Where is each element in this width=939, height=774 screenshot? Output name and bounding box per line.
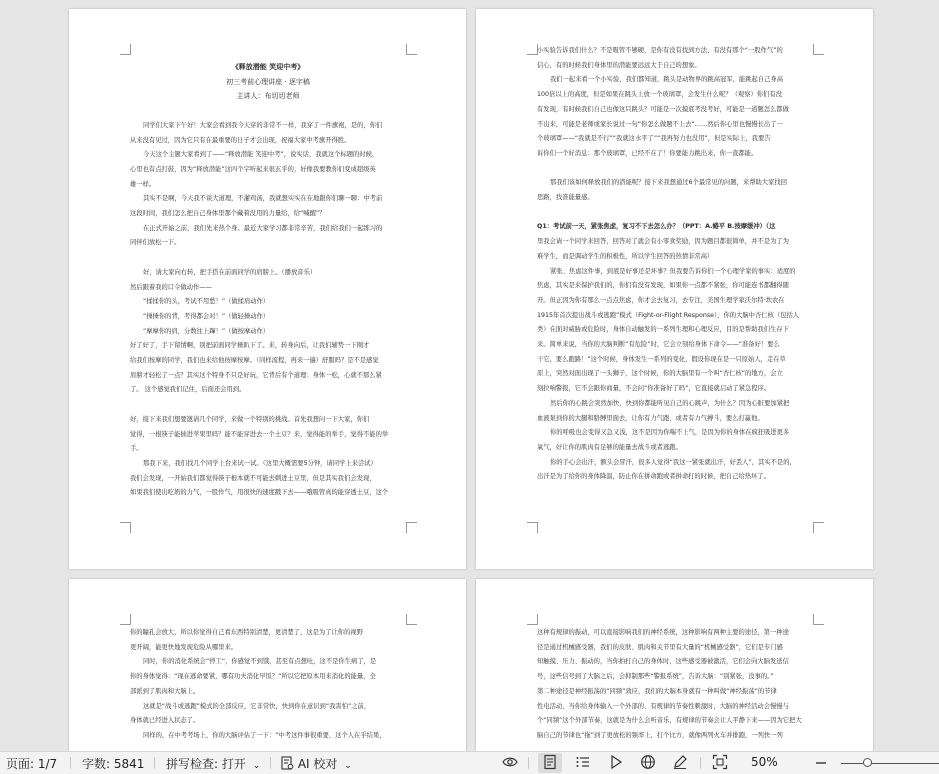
text-line: “捶捶你的背，考得都会对！”（做轻捶动作）: [143, 312, 270, 320]
text-line: 这段时间，我们怎么把自己身体里那个藏着没用的力量给，给“喊醒”？: [130, 210, 326, 218]
text-line: 1915年首次提出战斗或逃跑”模式（Fight-or-Flight Response），你的大脑中杏仁核（包括人: [537, 311, 800, 319]
text-line: 干它，要么跑路！”这个时候，身体发生一系列的变化，假设你现在是一只原始人，走在草: [537, 355, 786, 363]
crop-mark: [527, 614, 538, 625]
text-line: 我们一起来看一个小实验，我们都知道，跳头是动物界的跳高冠军，能跳起自己身高: [550, 76, 783, 84]
text-line: 难学生，而是调动学生的积极性，所以学生回答的热情非常高）: [537, 252, 714, 260]
text-line: 号，这些信号到了大脑之后，会抑制那些“警报系统”，告诉大脑：“别紧张，没事的。”: [537, 673, 774, 681]
text-line: 今天这个主题大家看到了——“释放潜能 笑迎中考”，说实话，我就这个标题的时候，: [143, 151, 379, 159]
text-line: 小实验告诉我们什么？不是吸管不够硬，是你有没有找到方法、有没有那个“一股作气”的: [537, 47, 783, 54]
text-line: 然后跟着我的口令做动作——: [130, 283, 212, 291]
text-line: 这种有规律的振动，可以直接影响我们的神经系统，这种影响有两种主要的途径，第一种途: [537, 629, 789, 636]
text-line: 部派到了肌肉和大脑上。: [130, 687, 200, 695]
text-line: 同学们大家下午好！大家会看到我今天穿的非常不一样，我穿了一件旗袍，是的，你们: [143, 121, 383, 129]
document-page-4[interactable]: [476, 579, 873, 751]
play-icon[interactable]: [608, 754, 624, 770]
text-line: 如果我们使出吃奶的力气，一股作气，用很快的速度戳下去——哦吸管真的能穿透土豆，这个: [130, 489, 389, 497]
globe-icon[interactable]: [640, 754, 656, 770]
chevron-down-icon: ⌄: [344, 761, 352, 771]
text-line: 里我会请一个同学来回答，回答对了就会有小零食奖励，因为题目都很简单，并不是为了为: [537, 238, 789, 246]
text-line: 给我们按摩的同学，我们也来给他按摩按摩。（同样流程，再来一遍）舒服吗？是不是感觉: [130, 357, 379, 365]
text-line: 紧张、焦虑这件事，到底是好事还是坏事？但我要告诉你们一个心理学家的事实：适度的: [550, 267, 796, 275]
text-line: 信心，有的时候我们身体里的潜能要远远大于自己的想象。: [537, 61, 701, 69]
crop-mark: [813, 614, 824, 625]
crop-mark: [406, 522, 417, 533]
document-title: 《释放潜能 笑迎中考》: [231, 63, 305, 71]
divider: [270, 757, 271, 769]
text-line: 出汗是为了给你的身体降温，防止你在拼命跑或者拼命打的时候，把自己给热坏了。: [537, 473, 770, 481]
document-check-icon: [281, 756, 294, 770]
page-view-icon[interactable]: [542, 754, 558, 770]
word-count[interactable]: 字数: 5841: [82, 757, 145, 771]
zoom-slider-thumb[interactable]: [863, 758, 872, 767]
crop-mark: [406, 44, 417, 55]
text-line: 类）在面对威胁或危险时，身体自动触发的一系列生理和心理反应，目的是帮助我们生存下: [537, 326, 789, 334]
page-text: [537, 626, 813, 751]
minus-icon[interactable]: [813, 754, 829, 770]
eye-icon[interactable]: [502, 754, 518, 770]
text-line: 同时，你的消化系统会“停工”，你感觉不到饿，甚至有点想吐，这不是你生病了，是: [143, 658, 377, 666]
text-line: 在正式开始之前，我们先来热个身。最近大家学习都非常辛苦，我们给我们一起练习的: [143, 224, 383, 232]
text-line: 焦虑，其实是来保护我们的，你们有没有发现，如果你一点都不紧张，你可能连书都翻得随: [537, 282, 789, 290]
text-line: 然后你的心跳会突然加快，快到你都能听见自己的心跳声，为什么？因为心脏要加紧把: [550, 399, 790, 407]
spell-check-toggle[interactable]: [166, 755, 260, 772]
text-line: 原上，突然对面出现了一头狮子，这个时候，你的大脑里有一个叫“杏仁核”的地方，会立: [537, 370, 783, 378]
text-line: 你的身体觉得：“现在逃命要紧，哪有功夫消化早饭？”所以它把原本用来消化的能量，全: [130, 673, 376, 681]
blank-line: [537, 206, 813, 221]
text-line: 有发现，有时候我们自己也像这只跳头？可能是一次摸底考没考好，可能是一道题怎么都做: [537, 105, 789, 113]
chevron-down-icon: ⌄: [252, 761, 261, 771]
text-line: 径是通过机械感受器，我们的皮肤、肌肉和关节里有大量的“机械感受器”，它们是专门感: [537, 643, 783, 651]
zoom-level[interactable]: 50%: [751, 755, 778, 769]
text-line: 同样的，在中考考场上，你的大脑评估了一下：“中考这件事很重要，这个人在乎结果，: [143, 731, 386, 739]
text-line: 氧气，好让你的肌肉有足够的能量去战斗或者逃跑。: [537, 443, 682, 451]
text-line: 开。但正因为你有那么一点点焦虑，你才会去复习，去专注，美国生理学家沃尔特·坎农在: [537, 296, 785, 304]
text-line: “揉揉你的头，考试不用愁！”（做揉肩动作）: [143, 298, 270, 306]
text-line: 心里也有点打鼓，因为“释放潜能”这四个字听起来很玄乎的，好像我要教你们变成超级英: [130, 165, 376, 173]
text-line: 个玻璃罩——“我就是不行”“我就这水平了”“我再努力也没用”，但是实际上，我要告: [537, 135, 771, 143]
pen-icon[interactable]: [672, 754, 688, 770]
text-line: 刻拉响警报，它不会跟你商量，不会问“你准备好了吗”，它直接就启动了紧急程序。: [537, 385, 771, 393]
text-line: 性电活动，当你给身体输入一个外部的、有规律的节奏性刺激时，大脑的神经活动会慢慢与: [537, 702, 789, 710]
text-line: 你的瞳孔会放大，所以你觉得自己看东西特别清楚，更清楚了，这是为了让你的视野: [130, 629, 363, 636]
divider: [700, 757, 701, 769]
document-page-2[interactable]: [476, 9, 873, 569]
text-line: 100倍以上的高度，但是如果在跳头上放一个玻璃罩，会发生什么呢？（观察）你们有没: [537, 91, 783, 99]
crop-mark: [813, 44, 824, 55]
document-page-3[interactable]: [69, 579, 466, 751]
page-indicator[interactable]: 页面: 1/7: [6, 757, 58, 771]
zoom-slider-track[interactable]: [841, 763, 939, 764]
crop-mark: [527, 522, 538, 533]
text-line: 这就是“战斗或逃跑”模式的全部反应，它非常快，快到你在意识到“我害怕”之前，: [143, 702, 371, 710]
text-line: 脑自己的节律也“拖”到了更放松的频率上，打个比方，就像两列火车并排跑，一列快一列: [537, 731, 783, 739]
divider: [528, 757, 529, 769]
text-line: 手。: [130, 445, 143, 453]
page-text: [130, 626, 406, 751]
text-line: 血液泵到你的大腿和胳膊里面去，让你有力气跑，或者有力气搏斗，要么打赢他。: [537, 414, 764, 422]
fit-page-icon[interactable]: [712, 754, 728, 770]
text-line: 初三考前心理讲座 · 逐字稿: [226, 77, 310, 86]
text-line: 主讲人：布切切老师: [236, 92, 300, 101]
blank-line: [537, 162, 813, 177]
text-line: 更开阔，能更快地发现危险从哪里来。: [130, 643, 238, 651]
text-line: 同伴们放松一下。: [130, 239, 181, 247]
crop-mark: [406, 614, 417, 625]
divider: [154, 757, 155, 769]
text-line: 诉你们一个好消息：那个玻璃罩，已经不在了！你要能力跳出来，你一直都能。: [537, 149, 758, 157]
text-line: 肩膀才轻松了一点？其实这个特身不只是好玩，它背后有个道理：身体一松，心就不那么紧: [130, 371, 382, 379]
page-text: [130, 60, 406, 522]
text-line: Q1：考试前一天，紧张焦虑，复习不下去怎么办？（PPT：A.蜷平 B.按摩缓冲）（这: [537, 223, 776, 231]
text-line: 知触摸、压力、振动的，当你拍打自己的身体时，这些感受器被激活，它们会向大脑发送信: [537, 658, 789, 666]
text-line: 你的呼吸也会变得又急又浅，这不是因为你喘不上气，是因为你的身体在疯狂吸进更多: [550, 429, 790, 437]
text-line: 你的手心会出汗，额头会冒汗，很多人觉得“我这一紧张就出汗，好丢人”，其实不是的，: [550, 458, 796, 466]
outline-icon[interactable]: [575, 754, 591, 770]
crop-mark: [120, 614, 131, 625]
status-bar: [0, 751, 939, 774]
text-line: 不出来，可能是老师或家长说过一句“你怎么做题不上去”……然后你心里也慢慢长出了一: [537, 120, 783, 128]
text-line: 思路，找准能量感。: [537, 194, 594, 202]
ai-proofread-button[interactable]: [281, 755, 352, 772]
text-line: 好，请大家向右转，把手搭在前面同学的肩膀上。（播放音乐）: [143, 268, 317, 276]
document-page-1[interactable]: [69, 9, 466, 569]
crop-mark: [813, 522, 824, 533]
text-line: 那我下来，我们找几个同学上台来试一试。（这里大概需要5分钟，请同学上来尝试）: [143, 459, 377, 467]
text-line: 雄一样。: [130, 180, 156, 188]
crop-mark: [120, 44, 131, 55]
text-line: 第二种途径是神经振荡的“同频”效应，我们的大脑本身就有一种叫做“神经振荡”的节律: [537, 687, 777, 695]
text-line: 从来没有见过，因为它只有在最重要的日子才会出现，祝福大家中考旗开得胜。: [130, 136, 351, 144]
text-line: 了。 这个感觉我们记住，后面还会用到。: [130, 386, 246, 394]
blank-line: [130, 251, 406, 266]
text-line: 个“同频”这个外部节奏，这就是为什么会听音乐，有规律的节奏会让人平静下来——因为它把大: [537, 717, 802, 725]
spell-check-label: 拼写检查: 打开: [166, 757, 246, 771]
text-line: 那我们该如何释放我们的潜能呢？接下来我想通过6个最常见的问题，来帮助大家找回: [550, 179, 787, 187]
text-line: 好，接下来我们想要邀请几个同学，来做一个特别的挑战。首先我想问一下大家，你们: [130, 415, 370, 423]
text-line: 身体就已经进入状态了。: [130, 717, 200, 725]
crop-mark: [120, 522, 131, 533]
blank-line: [130, 398, 406, 413]
ai-proofread-label: AI 校对: [297, 757, 338, 771]
page-text: [537, 44, 813, 522]
text-line: 来。简单来说，当你的大脑判断“有危险”时，它会立刻给身体下命令——“准备好！要么: [537, 341, 780, 349]
text-line: 好了好了，手下留情啊，别把前面同学捶趴下了。来，转身向后，让我们辅势一下刚才: [130, 342, 370, 350]
divider: [70, 757, 71, 769]
text-line: 觉得，一根筷子能插进苹果里吗？能不能穿进去一个土豆？来，觉得能的举手，觉得不能的举: [130, 430, 389, 438]
text-line: 其实不是啊，今天我不谈大道理，不灌鸡汤，我就想实实在在地跟你们聊一聊：中考前: [143, 195, 383, 203]
text-line: 我们会发现，一开始我们都觉得筷子根本就不可能去刺进土豆里，但是其实我们会发现，: [130, 474, 376, 482]
text-line: “摩摩你的肩，分数往上蹿！”（做按摩动作）: [143, 327, 270, 335]
blank-line: [130, 104, 406, 119]
